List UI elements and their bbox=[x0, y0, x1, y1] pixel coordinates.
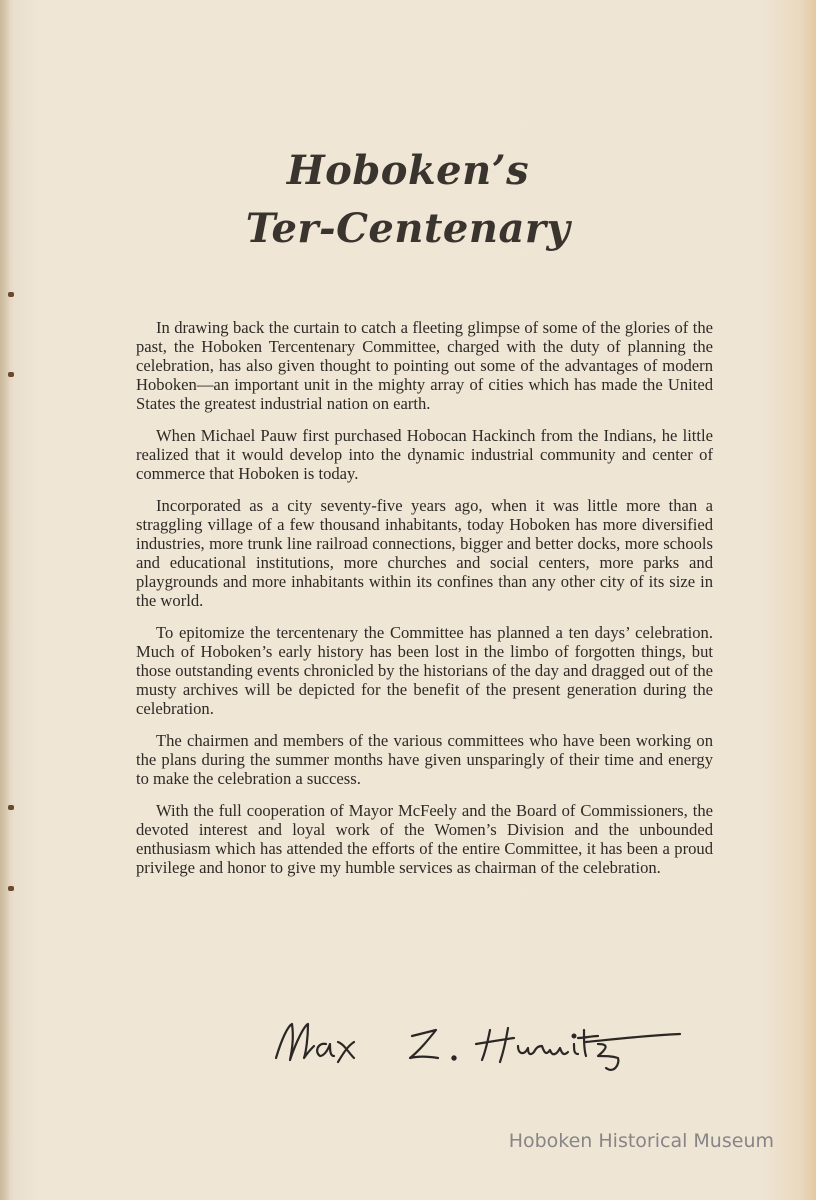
paragraph: Incorporated as a city seventy-five years ago, when it was little more than a straggling village of a few thousand inhabitants, today Hoboken has more diversified industries, more trunk line railroad connections, bigger and better docks, more schools and educational institutions, more churches and social centers, more parks and playgrounds and more inhabitants within its confines than any other city of its size in the world. bbox=[136, 496, 713, 610]
paragraph: In drawing back the curtain to catch a fleeting glimpse of some of the glories of the past, the Hoboken Tercentenary Committee, charged with the duty of planning the celebration, has also given thought to pointing out some of the advantages of modern Hoboken—an important unit in the mighty array of cities which has made the United States the greatest industrial nation on earth. bbox=[136, 318, 713, 413]
museum-watermark: Hoboken Historical Museum bbox=[508, 1130, 774, 1152]
staple-hole bbox=[8, 372, 14, 377]
staple-hole bbox=[8, 292, 14, 297]
title-line-2: Ter-Centenary bbox=[245, 205, 571, 252]
paragraph: The chairmen and members of the various committees who have been working on the plans during the summer months have given unsparingly of their time and energy to make the celebration a success. bbox=[136, 731, 713, 788]
paragraph: With the full cooperation of Mayor McFeely and the Board of Commissioners, the devoted interest and loyal work of the Women’s Division and the unbounded enthusiasm which has attended the efforts of the entire Committee, it has been a proud privilege and honor to give my humble services as chairman of the celebration. bbox=[136, 801, 713, 877]
handwritten-signature bbox=[268, 1008, 688, 1078]
staple-hole bbox=[8, 886, 14, 891]
letter-body bbox=[136, 318, 713, 890]
staple-hole bbox=[8, 805, 14, 810]
paragraph: To epitomize the tercentenary the Committee has planned a ten days’ celebration. Much of Hoboken’s early history has been lost in the limbo of forgotten things, but those outstanding events chronicled by the historians of the day and dragged out of the musty archives will be depicted for the benefit of the present generation during the celebration. bbox=[136, 623, 713, 718]
title-line-1: Hoboken’s bbox=[286, 147, 530, 194]
page-title bbox=[0, 142, 816, 258]
paragraph: When Michael Pauw first purchased Hobocan Hackinch from the Indians, he little realized that it would develop into the dynamic industrial community and center of commerce that Hoboken is today. bbox=[136, 426, 713, 483]
